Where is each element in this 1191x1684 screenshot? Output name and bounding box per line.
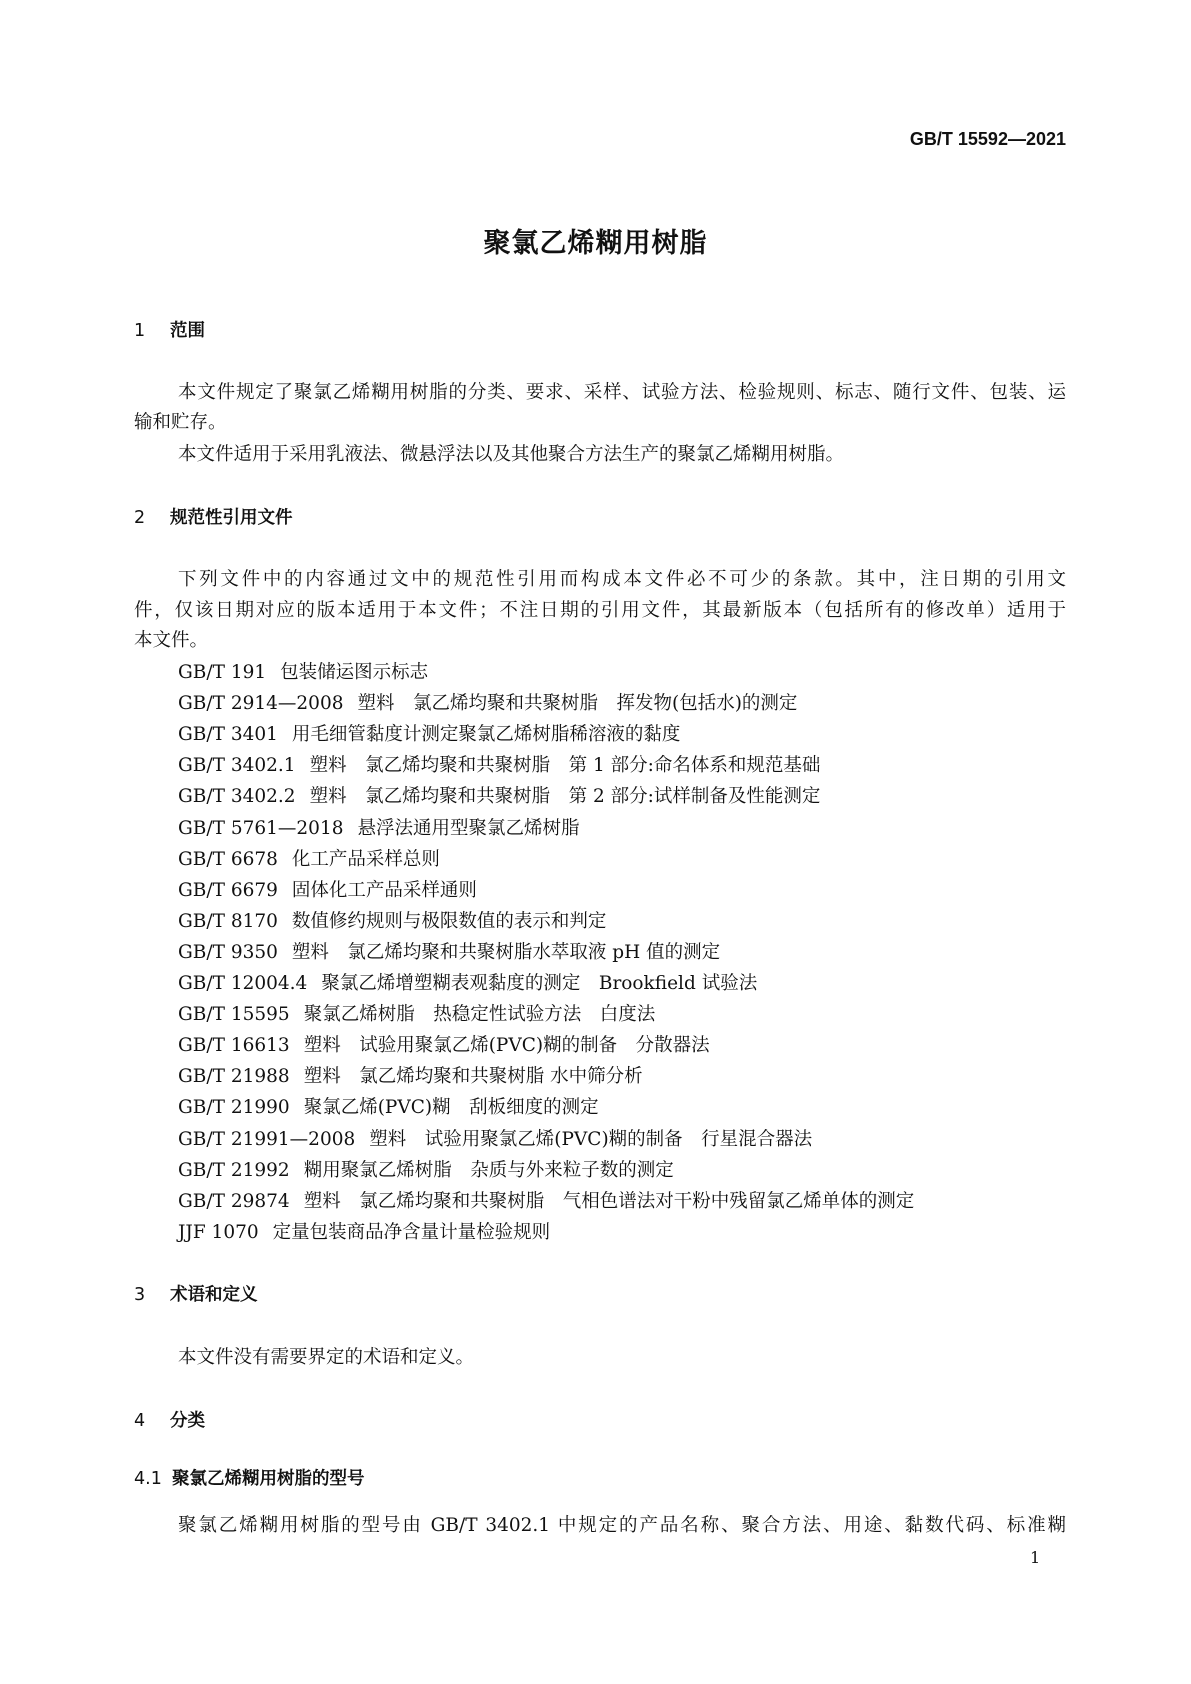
reference-code: JJF 1070	[178, 1221, 259, 1243]
reference-code: GB/T 12004.4	[178, 973, 308, 994]
reference-title: 数值修约规则与极限数值的表示和判定	[291, 910, 607, 932]
reference-code: GB/T 21990	[178, 1097, 290, 1119]
section-title: 分类	[170, 1411, 205, 1431]
paragraph-line: 聚氯乙烯糊用树脂的型号由 GB/T 3402.1 中规定的产品名称、聚合方法、用途、黏数代码、标准糊	[178, 1515, 1066, 1536]
reference-item	[178, 1034, 710, 1058]
subsection-heading-model	[134, 1467, 365, 1491]
reference-item	[178, 1003, 655, 1027]
reference-code: GB/T 9350	[178, 941, 278, 963]
reference-item	[178, 1159, 674, 1183]
reference-code: GB/T 21988	[178, 1066, 290, 1088]
paragraph-line: 本文件。	[134, 630, 209, 651]
reference-code: GB/T 3402.2	[178, 786, 296, 808]
reference-title: 塑料 试验用聚氯乙烯(PVC)糊的制备 分散器法	[303, 1035, 710, 1057]
section-heading-classification	[134, 1409, 205, 1433]
reference-item	[178, 1096, 599, 1120]
section-title: 范围	[170, 321, 205, 341]
section-title: 聚氯乙烯糊用树脂的型号	[172, 1469, 365, 1489]
reference-item	[178, 1221, 550, 1245]
reference-item	[178, 785, 820, 809]
reference-code: GB/T 21992	[178, 1159, 290, 1181]
section-number: 4	[134, 1411, 146, 1431]
reference-title: 固体化工产品采样通则	[291, 879, 477, 901]
reference-title: 糊用聚氯乙烯树脂 杂质与外来粒子数的测定	[303, 1159, 674, 1181]
section-number: 1	[134, 321, 146, 341]
reference-code: GB/T 21991—2008	[178, 1128, 356, 1150]
reference-code: GB/T 8170	[178, 910, 278, 932]
reference-item	[178, 1190, 914, 1214]
reference-item	[178, 754, 820, 778]
reference-code: GB/T 29874	[178, 1190, 290, 1212]
reference-title: 塑料 氯乙烯均聚和共聚树脂 挥发物(包括水)的测定	[357, 693, 798, 715]
reference-code: GB/T 5761—2018	[178, 817, 344, 839]
section-number: 2	[134, 508, 146, 528]
reference-title: 悬浮法通用型聚氯乙烯树脂	[357, 817, 580, 839]
reference-item	[178, 723, 680, 747]
reference-title: 聚氯乙烯(PVC)糊 刮板细度的测定	[303, 1097, 599, 1119]
section-title: 术语和定义	[170, 1285, 258, 1305]
reference-title: 塑料 氯乙烯均聚和共聚树脂 第 2 部分:试样制备及性能测定	[309, 786, 821, 808]
reference-title: 塑料 氯乙烯均聚和共聚树脂 第 1 部分:命名体系和规范基础	[309, 755, 821, 777]
reference-title: 包装储运图示标志	[280, 662, 429, 683]
reference-title: 化工产品采样总则	[291, 848, 440, 870]
reference-title: 用毛细管黏度计测定聚氯乙烯树脂稀溶液的黏度	[291, 724, 681, 746]
paragraph-line: 下列文件中的内容通过文中的规范性引用而构成本文件必不可少的条款。其中，注日期的引用文	[178, 569, 1066, 590]
paragraph: 本文件没有需要界定的术语和定义。	[178, 1347, 475, 1368]
reference-code: GB/T 191	[178, 662, 267, 683]
reference-title: 塑料 氯乙烯均聚和共聚树脂水萃取液 pH 值的测定	[291, 941, 721, 963]
reference-title: 塑料 氯乙烯均聚和共聚树脂 气相色谱法对干粉中残留氯乙烯单体的测定	[303, 1190, 915, 1212]
reference-item	[178, 972, 757, 996]
reference-item	[178, 910, 606, 934]
reference-item	[178, 692, 797, 716]
section-heading-scope	[134, 319, 205, 343]
section-number: 4.1	[134, 1469, 162, 1489]
reference-code: GB/T 3402.1	[178, 755, 296, 777]
reference-title: 聚氯乙烯增塑糊表观黏度的测定 Brookfield 试验法	[321, 973, 758, 994]
paragraph-line: 件，仅该日期对应的版本适用于本文件；不注日期的引用文件，其最新版本（包括所有的修改单）适用于	[134, 600, 1066, 621]
section-heading-terms	[134, 1283, 258, 1307]
paragraph-line: 输和贮存。	[134, 412, 227, 433]
reference-code: GB/T 15595	[178, 1004, 290, 1026]
section-number: 3	[134, 1285, 146, 1305]
document-title: 聚氯乙烯糊用树脂	[483, 228, 708, 259]
reference-item	[178, 817, 580, 841]
paragraph-line: 本文件规定了聚氯乙烯糊用树脂的分类、要求、采样、试验方法、检验规则、标志、随行文件、包装、运	[178, 382, 1066, 403]
reference-item	[178, 879, 477, 903]
reference-item	[178, 941, 720, 965]
standard-code-header: GB/T 15592—2021	[909, 129, 1066, 149]
reference-code: GB/T 16613	[178, 1035, 290, 1057]
reference-item	[178, 848, 440, 872]
reference-item	[178, 661, 428, 685]
reference-item	[178, 1065, 643, 1089]
reference-title: 定量包装商品净含量计量检验规则	[272, 1221, 551, 1243]
reference-title: 塑料 氯乙烯均聚和共聚树脂 水中筛分析	[303, 1066, 643, 1088]
reference-code: GB/T 2914—2008	[178, 693, 344, 715]
reference-title: 塑料 试验用聚氯乙烯(PVC)糊的制备 行星混合器法	[369, 1128, 813, 1150]
page-number: 1	[1030, 1548, 1041, 1567]
reference-code: GB/T 6678	[178, 848, 278, 870]
reference-title: 聚氯乙烯树脂 热稳定性试验方法 白度法	[303, 1004, 656, 1026]
section-heading-normative-references	[134, 506, 293, 530]
reference-item	[178, 1128, 812, 1152]
reference-code: GB/T 6679	[178, 879, 278, 901]
section-title: 规范性引用文件	[170, 508, 293, 528]
paragraph: 本文件适用于采用乳液法、微悬浮法以及其他聚合方法生产的聚氯乙烯糊用树脂。	[178, 444, 845, 465]
reference-code: GB/T 3401	[178, 724, 278, 746]
